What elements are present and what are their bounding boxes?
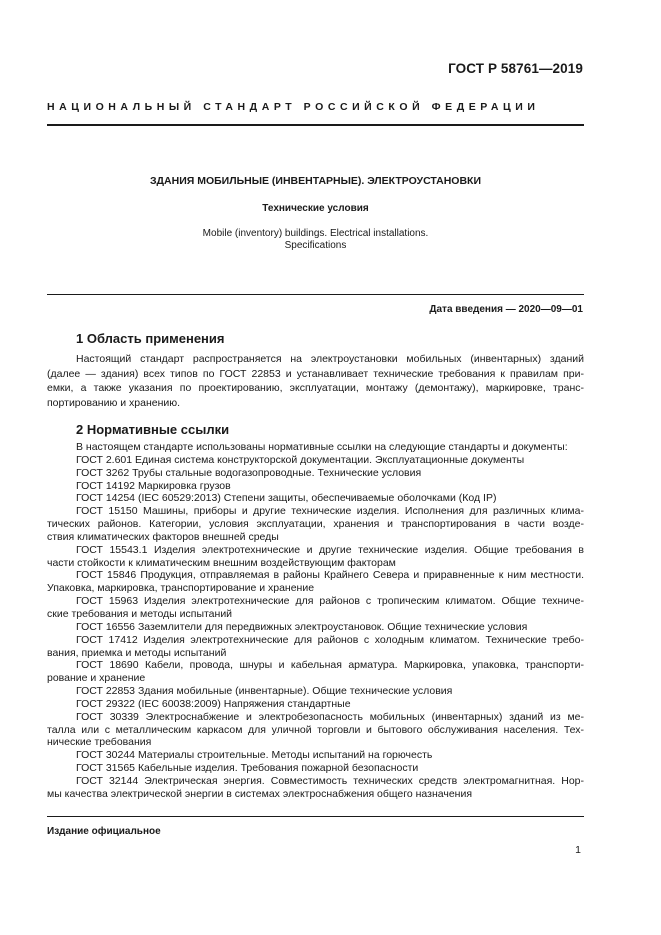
text-line: мы качества электрической энергии в системах электроснабжения общего назначения xyxy=(47,787,473,800)
english-title-line-2: Specifications xyxy=(284,240,347,251)
text-line: ГОСТ 30339 Электроснабжение и электробезопасность мобильных (инвентарных) зданий из ме- xyxy=(76,710,584,723)
section-2-heading: 2 Нормативные ссылки xyxy=(76,422,230,437)
section-2-text xyxy=(47,441,584,801)
text-line: ГОСТ 18690 Кабели, провода, шнуры и кабельная арматура. Маркировка, упаковка, транспорти- xyxy=(76,659,584,672)
text-line: части стойкости к климатическим внешним воздействующим факторам xyxy=(47,556,396,569)
standard-designation: ГОСТ Р 58761—2019 xyxy=(448,61,583,76)
text-line: ГОСТ 15150 Машины, приборы и другие технические изделия. Исполнения для различных клима- xyxy=(76,505,584,518)
document-subtitle: Технические условия xyxy=(262,203,369,214)
document-title: ЗДАНИЯ МОБИЛЬНЫЕ (ИНВЕНТАРНЫЕ). ЭЛЕКТРОУСТАНОВКИ xyxy=(149,175,482,187)
text-line: ГОСТ 15543.1 Изделия электротехнические и другие технические изделия. Общие требования в xyxy=(76,543,584,556)
text-line: Упаковка, маркировка, транспортирование и хранение xyxy=(47,582,315,595)
text-line: ские требования и методы испытаний xyxy=(47,607,233,620)
text-line: тических районов. Категории, условия эксплуатации, хранения и транспортирования в части возде- xyxy=(47,518,584,531)
text-line: ГОСТ 16556 Заземлители для передвижных электроустановок. Общие технические условия xyxy=(76,620,528,633)
text-line: емки, а также указания по проектированию, эксплуатации, монтажу (демонтажу), маркировке, транс- xyxy=(47,382,584,395)
section-1-heading: 1 Область применения xyxy=(76,331,225,346)
text-line: ГОСТ 32144 Электрическая энергия. Совместимость технических средств электромагнитная. Нор- xyxy=(76,774,584,787)
title-rule xyxy=(47,294,584,295)
text-line: ГОСТ 30244 Материалы строительные. Методы испытаний на горючесть xyxy=(76,749,433,762)
text-line: ГОСТ 2.601 Единая система конструкторской документации. Эксплуатационные документы xyxy=(76,453,525,466)
english-title-line-1: Mobile (inventory) buildings. Electrical installations. xyxy=(202,228,429,239)
text-line: нические требования xyxy=(47,736,152,749)
section-1-text xyxy=(47,352,584,410)
introduction-date: Дата введения — 2020—09—01 xyxy=(429,304,583,315)
text-line: ствия климатических факторов внешней среды xyxy=(47,530,279,543)
header-rule xyxy=(47,124,584,126)
text-line: ГОСТ 17412 Изделия электротехнические для районов с холодным климатом. Технические требо- xyxy=(76,633,584,646)
text-line: портированию и хранению. xyxy=(47,396,181,409)
footer-rule xyxy=(47,816,584,817)
text-line: ГОСТ 14254 (IEC 60529:2013) Степени защиты, обеспечиваемые оболочками (Код IP) xyxy=(76,492,497,505)
text-line: ГОСТ 15846 Продукция, отправляемая в районы Крайнего Севера и приравненные к ним местности. xyxy=(76,569,584,582)
text-line: вания, приемка и методы испытаний xyxy=(47,646,227,659)
national-standard-heading: НАЦИОНАЛЬНЫЙ СТАНДАРТ РОССИЙСКОЙ ФЕДЕРАЦИИ xyxy=(47,101,540,113)
text-line: талла или с металлическим каркасом для уличной торговли и бытового обслуживания населения. Тех- xyxy=(47,723,584,736)
text-line: ГОСТ 15963 Изделия электротехнические для районов с тропическим климатом. Общие техниче- xyxy=(76,595,584,608)
text-line: ГОСТ 14192 Маркировка грузов xyxy=(76,479,231,492)
text-line: В настоящем стандарте использованы нормативные ссылки на следующие стандарты и документы: xyxy=(76,441,568,453)
text-line: ГОСТ 22853 Здания мобильные (инвентарные). Общие технические условия xyxy=(76,685,453,698)
text-line: ГОСТ 3262 Трубы стальные водогазопроводные. Технические условия xyxy=(76,466,422,479)
text-line: Настоящий стандарт распространяется на электроустановки мобильных (инвентарных) зданий xyxy=(76,353,584,365)
text-line: ГОСТ 31565 Кабельные изделия. Требования пожарной безопасности xyxy=(76,762,419,775)
text-line: рование и хранение xyxy=(47,672,146,685)
text-line: (далее — здания) всех типов по ГОСТ 22853 и устанавливает технические требования к правилам при- xyxy=(47,367,584,380)
text-line: ГОСТ 29322 (IEC 60038:2009) Напряжения стандартные xyxy=(76,697,351,710)
official-edition-note: Издание официальное xyxy=(47,826,161,837)
page-number: 1 xyxy=(575,844,581,856)
